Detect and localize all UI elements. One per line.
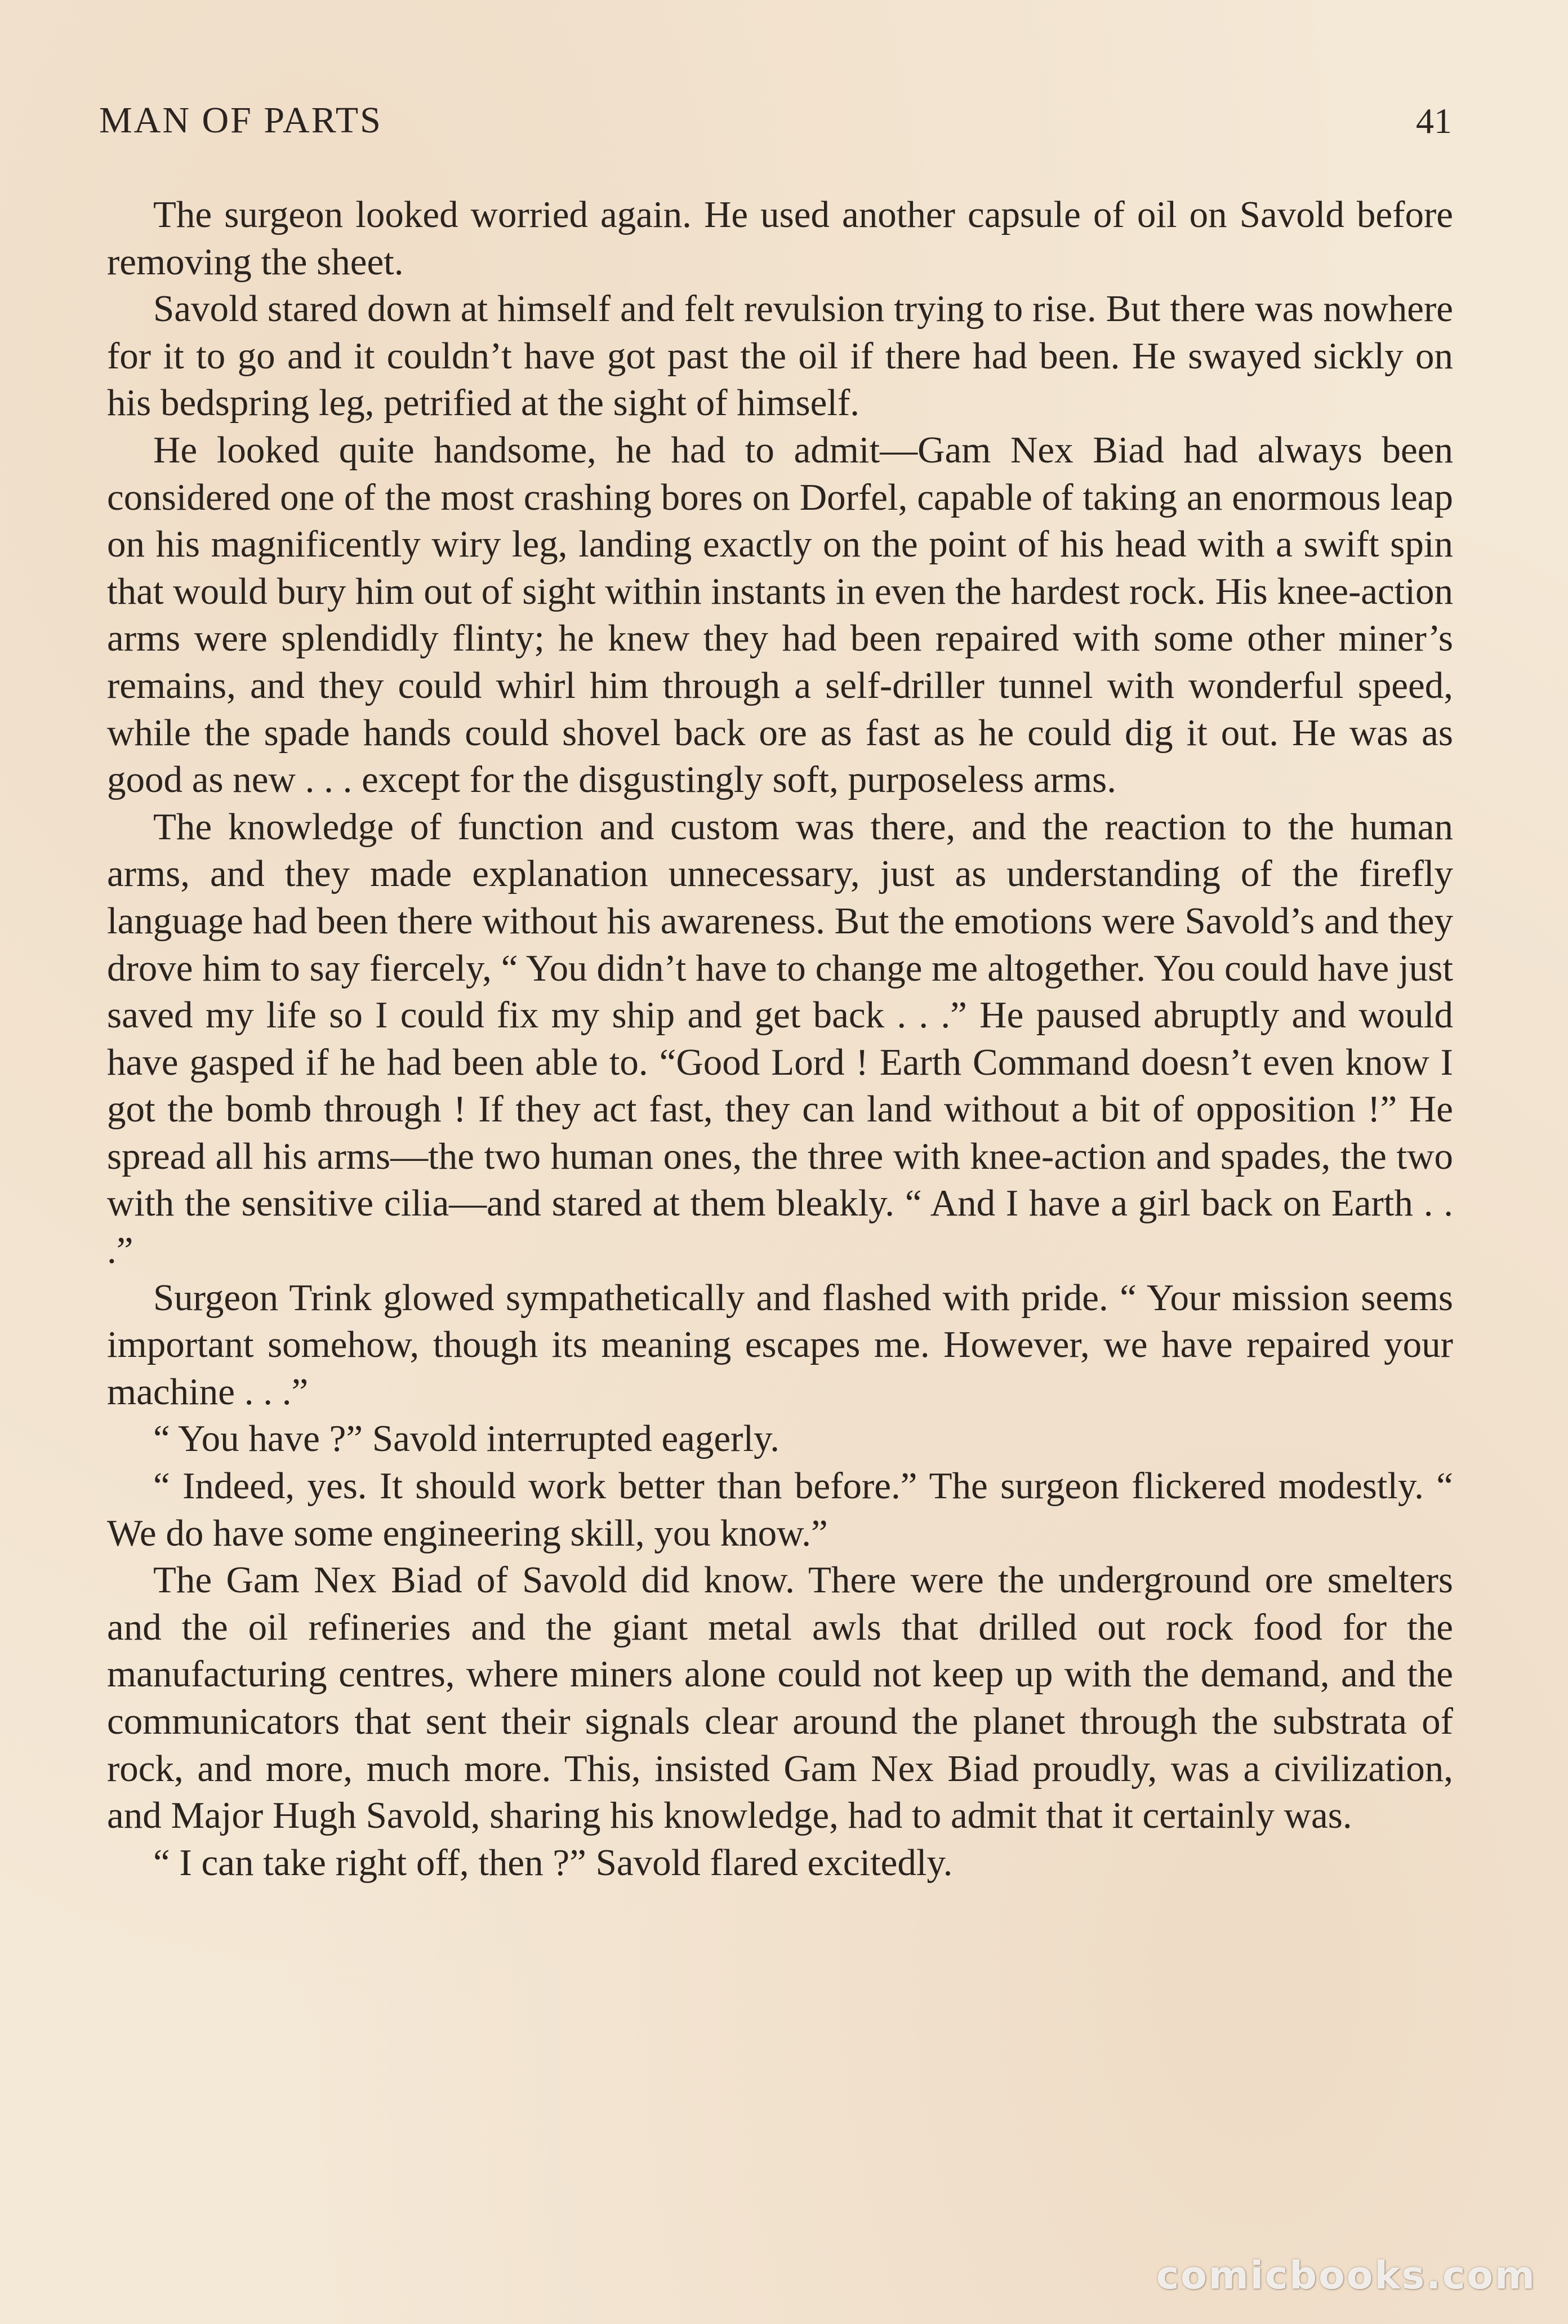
running-head	[99, 99, 1452, 150]
body-text	[107, 192, 1453, 1886]
running-title: MAN OF PARTS	[99, 100, 382, 141]
paragraph: The knowledge of function and custom was there, and the reaction to the human arms, and they made explanation unnecessary, just as understanding of the firefly language had been there without his awareness. But the emotions were Savold’s and they drove him to say fiercely, “ You didn’t have to change me altogether. You could have just saved my life so I could fix my ship and get back . . .” He paused abruptly and would have gasped if he had been able to. “Good Lord ! Earth Command doesn’t even know I got the bomb through ! If they act fast, they can land without a bit of opposition !” He spread all his arms—the two human ones, the three with knee-action and spades, the two with the sensitive cilia—and stared at them bleakly. “ And I have a girl back on Earth . . .”	[107, 805, 1453, 1272]
watermark: comicbooks.com	[1156, 2254, 1536, 2298]
paragraph: The Gam Nex Biad of Savold did know. There were the underground ore smelters and the oil refineries and the giant metal awls that drilled out rock food for the manufacturing centres, where miners alone could not keep up with the demand, and the communicators that sent their signals clear around the planet through the substrata of rock, and more, much more. This, insisted Gam Nex Biad proudly, was a civilization, and Major Hugh Savold, sharing his knowledge, had to admit that it certainly was.	[107, 1559, 1453, 1837]
page-number: 41	[1416, 101, 1452, 141]
paragraph: The surgeon looked worried again. He used another capsule of oil on Savold before removing the sheet.	[107, 194, 1453, 283]
paragraph: “ Indeed, yes. It should work better than before.” The surgeon flickered modestly. “ We do have some engineering skill, you know.”	[107, 1465, 1453, 1554]
paragraph: “ I can take right off, then ?” Savold flared excitedly.	[153, 1841, 953, 1884]
paragraph: He looked quite handsome, he had to admit—Gam Nex Biad had always been considered one of the most crashing bores on Dorfel, capable of taking an enormous leap on his magnificently wiry leg, landing exactly on the point of his head with a swift spin that would bury him out of sight within instants in even the hardest rock. His knee-action arms were splendidly flinty; he knew they had been repaired with some other miner’s remains, and they could whirl him through a self-driller tunnel with wonderful speed, while the spade hands could shovel back ore as fast as he could dig it out. He was as good as new . . . except for the disgustingly soft, purposeless arms.	[107, 429, 1453, 801]
paragraph: “ You have ?” Savold interrupted eagerly.	[153, 1418, 779, 1460]
paragraph: Savold stared down at himself and felt revulsion trying to rise. But there was nowhere for it to go and it couldn’t have got past the oil if there had been. He swayed sickly on his bedspring leg, petrified at the sight of himself.	[107, 288, 1453, 424]
paragraph: Surgeon Trink glowed sympathetically and flashed with pride. “ Your mission seems important somehow, though its meaning escapes me. However, we have repaired your machine . . .”	[107, 1276, 1453, 1413]
